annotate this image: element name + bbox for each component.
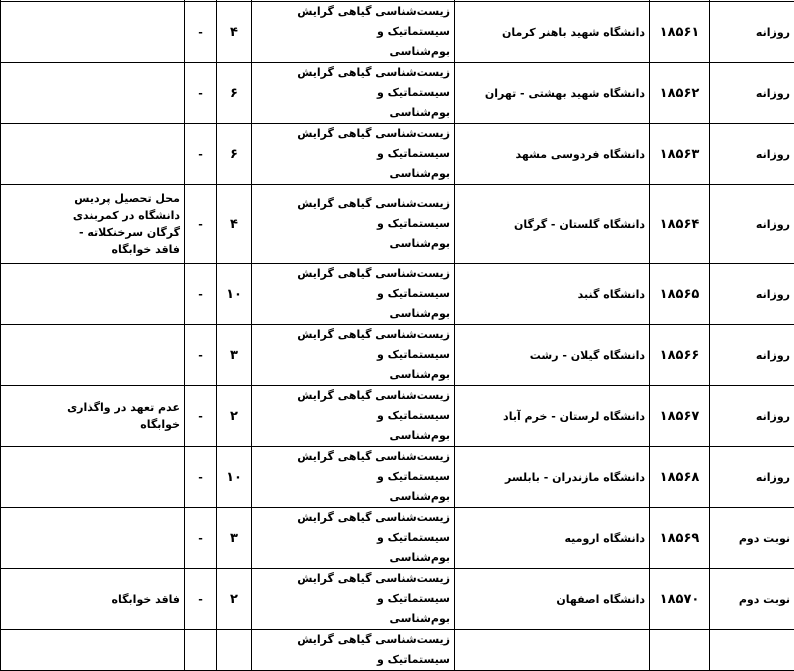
field-line: بوم‌شناسی (390, 237, 450, 250)
dash-cell: - (185, 569, 217, 630)
field-cell (252, 2, 455, 63)
dash-cell: - (185, 63, 217, 124)
table-row (1, 386, 794, 447)
note-line: خوابگاه (140, 418, 180, 431)
dash-cell: - (185, 447, 217, 508)
field-line: زیست‌شناسی گیاهی گرایش سیستماتیک و (297, 633, 450, 666)
university-cell: دانشگاه گنبد (455, 264, 650, 325)
note-line: فاقد خوابگاه (112, 593, 180, 606)
code-cell: ۱۸۵۶۹ (650, 508, 710, 569)
table-row (1, 2, 794, 63)
capacity-cell: ۱۰ (217, 264, 252, 325)
dash-cell: - (185, 124, 217, 185)
code-cell: ۱۸۵۶۷ (650, 386, 710, 447)
note-cell (1, 569, 185, 630)
field-line: زیست‌شناسی گیاهی گرایش سیستماتیک و (297, 197, 450, 230)
period-cell: روزانه (710, 325, 794, 386)
capacity-cell: ۲ (217, 386, 252, 447)
code-cell (650, 630, 710, 671)
code-cell: ۱۸۵۶۳ (650, 124, 710, 185)
capacity-cell: ۱۰ (217, 447, 252, 508)
capacity-cell: ۲ (217, 569, 252, 630)
note-cell (1, 63, 185, 124)
code-cell: ۱۸۵۶۴ (650, 185, 710, 264)
period-cell: نوبت دوم (710, 508, 794, 569)
field-cell (252, 569, 455, 630)
code-cell: ۱۸۵۷۰ (650, 569, 710, 630)
capacity-cell: ۴ (217, 2, 252, 63)
capacity-cell: ۶ (217, 63, 252, 124)
field-line: زیست‌شناسی گیاهی گرایش سیستماتیک و (297, 511, 450, 544)
note-cell (1, 124, 185, 185)
note-line: محل تحصیل پردیس (74, 192, 180, 205)
university-cell: دانشگاه مازندران - بابلسر (455, 447, 650, 508)
dash-cell: - (185, 264, 217, 325)
field-line: بوم‌شناسی (390, 429, 450, 442)
dash-cell: - (185, 508, 217, 569)
field-cell (252, 325, 455, 386)
table-row (1, 264, 794, 325)
note-cell (1, 447, 185, 508)
table-row (1, 325, 794, 386)
note-line: عدم تعهد در واگذاری (67, 401, 180, 414)
field-line: زیست‌شناسی گیاهی گرایش سیستماتیک و (297, 127, 450, 160)
note-cell (1, 508, 185, 569)
table-row (1, 508, 794, 569)
dash-cell: - (185, 2, 217, 63)
university-cell: دانشگاه فردوسی مشهد (455, 124, 650, 185)
period-cell: روزانه (710, 63, 794, 124)
field-line: بوم‌شناسی (390, 490, 450, 503)
period-cell: روزانه (710, 264, 794, 325)
table-row (1, 124, 794, 185)
field-line: زیست‌شناسی گیاهی گرایش سیستماتیک و (297, 66, 450, 99)
field-line: بوم‌شناسی (390, 45, 450, 58)
code-cell: ۱۸۵۶۵ (650, 264, 710, 325)
table-row-partial-bottom (1, 630, 794, 671)
dash-cell: - (185, 386, 217, 447)
field-cell (252, 185, 455, 264)
field-cell (252, 447, 455, 508)
field-cell (252, 63, 455, 124)
field-cell (252, 386, 455, 447)
university-cell: دانشگاه گلستان - گرگان (455, 185, 650, 264)
dash-cell (185, 630, 217, 671)
field-line: زیست‌شناسی گیاهی گرایش سیستماتیک و (297, 572, 450, 605)
table-row (1, 569, 794, 630)
field-cell (252, 630, 455, 671)
note-line: گرگان سرخنکلاته - (79, 226, 180, 239)
code-cell: ۱۸۵۶۲ (650, 63, 710, 124)
note-cell (1, 325, 185, 386)
table-body (1, 0, 794, 671)
dash-cell: - (185, 325, 217, 386)
field-line: بوم‌شناسی (390, 612, 450, 625)
field-line: زیست‌شناسی گیاهی گرایش سیستماتیک و (297, 267, 450, 300)
university-cell: دانشگاه لرستان - خرم آباد (455, 386, 650, 447)
field-line: بوم‌شناسی (390, 106, 450, 119)
period-cell: روزانه (710, 185, 794, 264)
field-line: زیست‌شناسی گیاهی گرایش سیستماتیک و (297, 5, 450, 38)
period-cell: روزانه (710, 447, 794, 508)
capacity-cell: ۶ (217, 124, 252, 185)
field-cell (252, 124, 455, 185)
period-cell: روزانه (710, 124, 794, 185)
capacity-cell: ۳ (217, 325, 252, 386)
note-cell (1, 2, 185, 63)
field-line: زیست‌شناسی گیاهی گرایش سیستماتیک و (297, 450, 450, 483)
university-cell: دانشگاه ارومیه (455, 508, 650, 569)
period-cell: نوبت دوم (710, 569, 794, 630)
field-line: بوم‌شناسی (390, 368, 450, 381)
field-line: زیست‌شناسی گیاهی گرایش سیستماتیک و (297, 328, 450, 361)
code-cell: ۱۸۵۶۱ (650, 2, 710, 63)
university-cell: دانشگاه شهید باهنر کرمان (455, 2, 650, 63)
note-cell (1, 386, 185, 447)
field-line: بوم‌شناسی (390, 167, 450, 180)
university-cell (455, 630, 650, 671)
note-cell (1, 264, 185, 325)
field-line: زیست‌شناسی گیاهی گرایش سیستماتیک و (297, 389, 450, 422)
capacity-cell (217, 630, 252, 671)
field-cell (252, 508, 455, 569)
period-cell: روزانه (710, 2, 794, 63)
field-line: بوم‌شناسی (390, 307, 450, 320)
table-row (1, 63, 794, 124)
university-cell: دانشگاه شهید بهشتی - تهران (455, 63, 650, 124)
code-cell: ۱۸۵۶۸ (650, 447, 710, 508)
field-cell (252, 264, 455, 325)
table-row (1, 185, 794, 264)
capacity-cell: ۴ (217, 185, 252, 264)
note-cell (1, 185, 185, 264)
dash-cell: - (185, 185, 217, 264)
capacity-cell: ۳ (217, 508, 252, 569)
period-cell (710, 630, 794, 671)
university-cell: دانشگاه اصفهان (455, 569, 650, 630)
university-cell: دانشگاه گیلان - رشت (455, 325, 650, 386)
period-cell: روزانه (710, 386, 794, 447)
table-row (1, 447, 794, 508)
code-cell: ۱۸۵۶۶ (650, 325, 710, 386)
note-cell (1, 630, 185, 671)
field-line: بوم‌شناسی (390, 551, 450, 564)
note-line: دانشگاه در کمربندی (73, 209, 180, 222)
note-line: فاقد خوابگاه (112, 243, 180, 256)
